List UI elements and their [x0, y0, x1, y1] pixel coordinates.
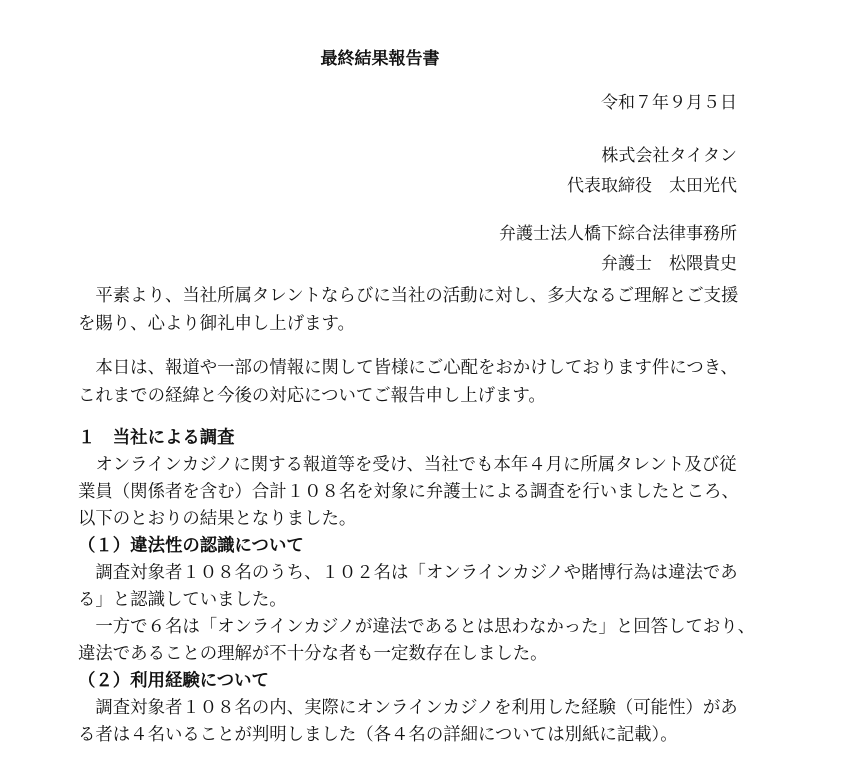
- subsection-body-line: 調査対象者１０８名の内、実際にオンラインカジノを利用した経験（可能性）があ: [78, 698, 738, 718]
- company-name: 株式会社タイタン: [601, 146, 737, 166]
- section-body-line: オンラインカジノに関する報道等を受け、当社でも本年４月に所属タレント及び従: [78, 455, 737, 475]
- subsection-heading: （１）違法性の認識について: [78, 536, 304, 556]
- subsection-body-line: る者は４名いることが判明しました（各４名の詳細については別紙に記載）。: [78, 725, 678, 745]
- document-date: 令和７年９月５日: [601, 93, 737, 113]
- greeting-line: を賜り、心より御礼申し上げます。: [78, 314, 355, 334]
- subsection-body-line: る」と認識していました。: [78, 590, 287, 610]
- section-heading: １ 当社による調査: [78, 428, 235, 448]
- lawyer-name: 弁護士 松隈貴史: [601, 254, 737, 274]
- law-firm-name: 弁護士法人橋下綜合法律事務所: [499, 224, 737, 244]
- intro-line: 本日は、報道や一部の情報に関して皆様にご心配をおかけしております件につき、: [78, 358, 738, 378]
- subsection-body-line: 一方で６名は「オンラインカジノが違法であるとは思わなかった」と回答しており、: [78, 617, 756, 637]
- company-representative: 代表取締役 太田光代: [567, 176, 737, 196]
- intro-line: これまでの経緯と今後の対応についてご報告申し上げます。: [78, 386, 546, 406]
- subsection-heading: （２）利用経験について: [78, 671, 269, 691]
- subsection-body-line: 調査対象者１０８名のうち、１０２名は「オンラインカジノや賭博行為は違法であ: [78, 563, 738, 583]
- section-body-line: 業員（関係者を含む）合計１０８名を対象に弁護士による調査を行いましたところ、: [78, 482, 739, 502]
- document-title: 最終結果報告書: [320, 49, 440, 69]
- subsection-body-line: 違法であることの理解が不十分な者も一定数存在しました。: [78, 644, 548, 664]
- greeting-line: 平素より、当社所属タレントならびに当社の活動に対し、多大なるご理解とご支援: [78, 286, 739, 306]
- section-body-line: 以下のとおりの結果となりました。: [78, 509, 357, 529]
